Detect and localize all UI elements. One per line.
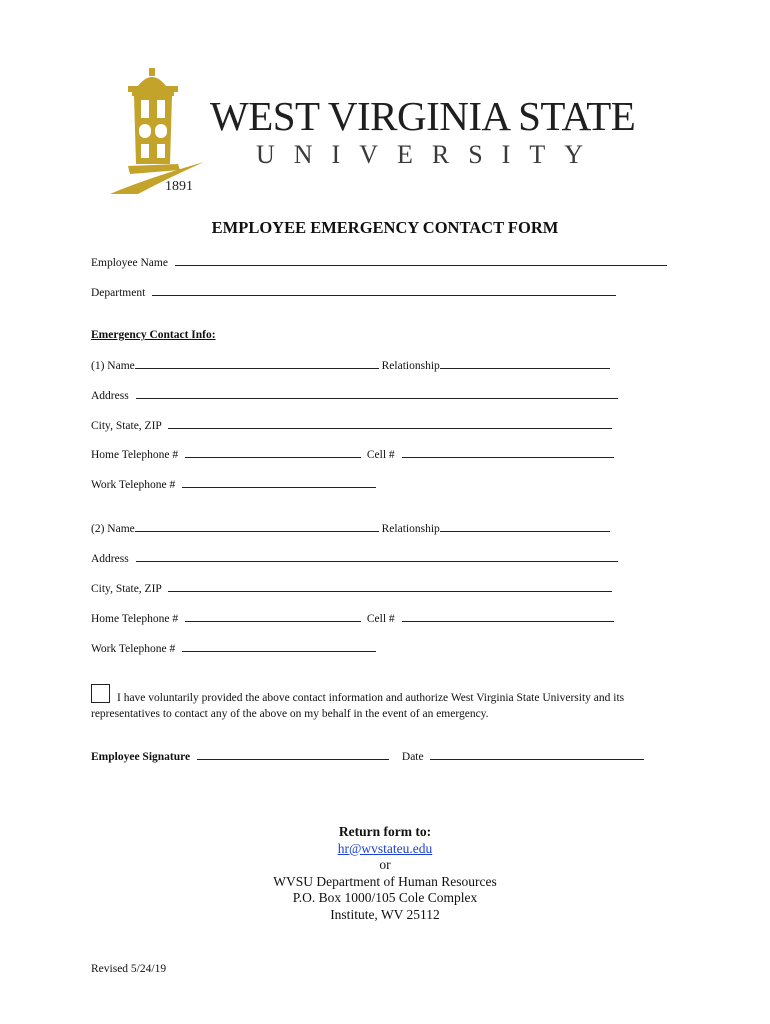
contact1-cell-field[interactable] (402, 448, 614, 458)
contact2-work-phone-field[interactable] (182, 642, 376, 652)
contact1-relationship-label: Relationship (381, 360, 440, 372)
contact2-name-label: (2) Name (91, 523, 135, 535)
consent-text: I have voluntarily provided the above contact information and authorize West Virginia State University and its representatives to contact any of the above on my behalf in the event of an emergency. (91, 692, 625, 720)
department-field[interactable] (152, 286, 616, 296)
contact2-city-row (91, 582, 612, 595)
contact2-address-label: Address (91, 553, 129, 565)
contact1-home-phone-field[interactable] (185, 448, 361, 458)
department-row (91, 286, 616, 299)
contact1-work-phone-field[interactable] (182, 478, 376, 488)
contact2-work-phone-label: Work Telephone # (91, 643, 176, 655)
contact1-address-label: Address (91, 390, 129, 402)
contact2-home-phone-field[interactable] (185, 612, 361, 622)
form-title: EMPLOYEE EMERGENCY CONTACT FORM (211, 218, 559, 237)
contact1-phone-row (91, 448, 614, 461)
contact1-name-row (91, 359, 610, 372)
bell-tower-emblem-icon (108, 66, 208, 196)
contact2-city-field[interactable] (168, 582, 612, 592)
university-logo (108, 66, 668, 201)
contact2-relationship-field[interactable] (440, 522, 610, 532)
contact1-city-label: City, State, ZIP (91, 420, 162, 432)
revised-date: Revised 5/24/19 (91, 963, 167, 975)
contact1-relationship-field[interactable] (440, 359, 610, 369)
contact2-address-field[interactable] (136, 552, 618, 562)
signature-label: Employee Signature (91, 751, 191, 763)
contact2-name-row (91, 522, 610, 535)
date-field[interactable] (430, 750, 644, 760)
contact2-address-row (91, 552, 618, 565)
signature-field[interactable] (197, 750, 389, 760)
employee-name-label: Employee Name (91, 257, 168, 269)
department-label: Department (91, 287, 146, 299)
contact2-relationship-label: Relationship (381, 523, 440, 535)
consent-paragraph (91, 690, 691, 722)
hr-email-link[interactable]: hr@wvstateu.edu (337, 840, 433, 856)
return-or: or (379, 857, 391, 872)
contact1-city-row (91, 419, 612, 432)
contact1-cell-label: Cell # (366, 449, 395, 461)
contact1-name-field[interactable] (135, 359, 379, 369)
emergency-contact-section-title: Emergency Contact Info: (91, 329, 216, 341)
return-city: Institute, WV 25112 (330, 906, 440, 922)
employee-name-field[interactable] (175, 256, 667, 266)
contact1-name-label: (1) Name (91, 360, 135, 372)
signature-row (91, 750, 644, 763)
employee-name-row (91, 256, 667, 269)
contact2-name-field[interactable] (135, 522, 379, 532)
contact2-cell-label: Cell # (366, 613, 395, 625)
logo-title: WEST VIRGINIA STATE (210, 93, 636, 139)
contact2-work-row (91, 642, 376, 655)
contact1-work-row (91, 478, 376, 491)
contact2-phone-row (91, 612, 614, 625)
contact2-home-phone-label: Home Telephone # (91, 613, 179, 625)
logo-subtitle: UNIVERSITY (256, 140, 602, 169)
return-department: WVSU Department of Human Resources (273, 873, 497, 889)
contact2-cell-field[interactable] (402, 612, 614, 622)
date-label: Date (401, 751, 424, 763)
contact1-city-field[interactable] (168, 419, 612, 429)
return-heading: Return form to: (338, 824, 432, 839)
return-po-box: P.O. Box 1000/105 Cole Complex (292, 890, 478, 905)
contact1-work-phone-label: Work Telephone # (91, 479, 176, 491)
contact1-address-field[interactable] (136, 389, 618, 399)
logo-year: 1891 (165, 179, 193, 194)
contact1-address-row (91, 389, 618, 402)
return-info (0, 824, 770, 923)
contact2-city-label: City, State, ZIP (91, 583, 162, 595)
contact1-home-phone-label: Home Telephone # (91, 449, 179, 461)
